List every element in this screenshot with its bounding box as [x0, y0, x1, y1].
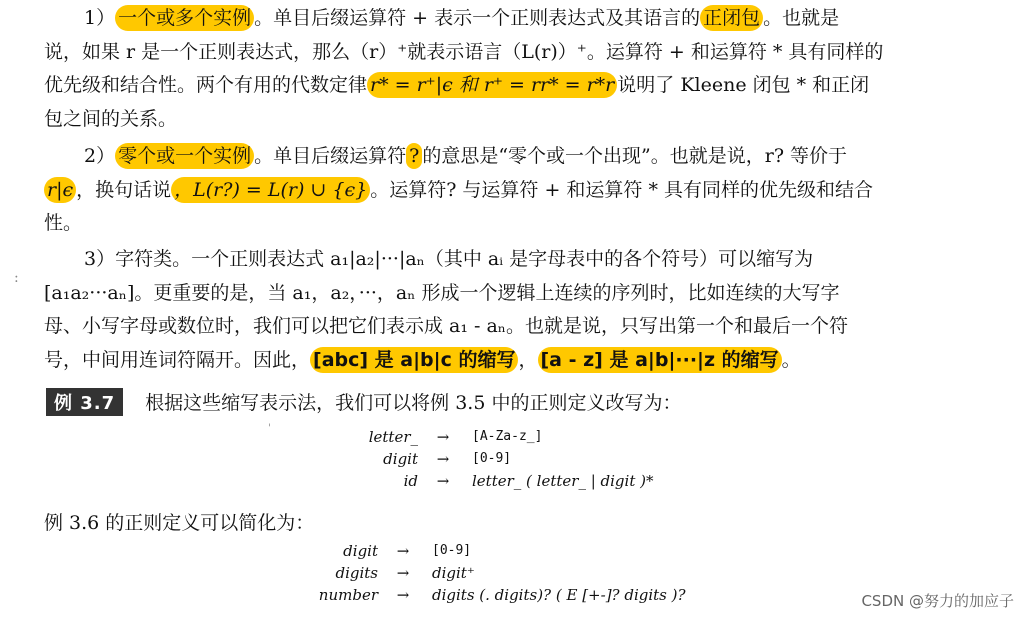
definition-body: digits (. digits)? ( E [+-]? digits )? [432, 586, 686, 604]
highlight-r-or-epsilon: r|ϵ [44, 177, 76, 203]
simplify-intro: 例 3.6 的正则定义可以简化为： [44, 512, 315, 534]
para3-comma: ， [518, 348, 538, 371]
para1-text-end: 。也就是 [763, 7, 840, 29]
paragraph-zero-or-one [44, 140, 984, 241]
para1-prefix: 1） [84, 7, 116, 29]
highlight-algebraic-laws: r* = r⁺|ϵ 和 r⁺ = rr* = r*r [367, 72, 617, 98]
para1-text: 。单目后缀运算符 + 表示一个正则表达式及其语言的 [254, 7, 701, 29]
csdn-watermark: CSDN @努力的加应子 [861, 592, 1014, 610]
paragraph-character-class [44, 243, 984, 377]
arrow: → [436, 428, 450, 446]
para1-line4: 包之间的关系。 [44, 107, 178, 130]
example-label: 例 3.7 [46, 388, 123, 416]
definition-row [335, 562, 728, 584]
arrow: → [396, 564, 410, 582]
definition-name: digits [335, 564, 378, 582]
definition-body: [0-9] [472, 451, 512, 466]
definition-body: [A-Za-z_] [472, 429, 543, 444]
para3-line4: 号，中间用连词符隔开。因此， [44, 348, 311, 371]
para2-line2: ，换句话说 [76, 178, 172, 201]
para2-prefix: 2） [84, 145, 116, 167]
highlight-question-mark: ? [406, 143, 422, 169]
arrow: → [436, 472, 450, 490]
para3-line1: 3）字符类。一个正则表达式 a₁|a₂|···|aₙ（其中 aᵢ 是字母表中的各个符号）可以缩写为 [84, 248, 814, 270]
definition-row [343, 540, 728, 562]
para2-text: 。单目后缀运算符 [254, 145, 407, 167]
definition-name: digit [343, 542, 378, 560]
regular-definitions-1 [368, 426, 728, 492]
highlight-language-equation: ，L(r?) = L(r) ∪ {ϵ} [171, 177, 370, 203]
para3-line3: 母、小写字母或数位时，我们可以把它们表示成 a₁ - aₙ。也就是说，只写出第一个和最后一个符 [44, 315, 849, 337]
para3-period: 。 [781, 348, 801, 371]
arrow: → [436, 450, 450, 468]
regular-definitions-2 [318, 540, 728, 606]
definition-name: digit [383, 450, 418, 468]
example-heading [46, 388, 681, 416]
definition-name: letter_ [368, 428, 418, 446]
arrow: → [396, 542, 410, 560]
definition-row [383, 448, 728, 470]
definition-row [318, 584, 728, 606]
para2-line2-end: 。运算符? 与运算符 + 和运算符 * 具有同样的优先级和结合 [370, 178, 874, 201]
stray-mark: ' [268, 423, 271, 434]
definition-name: id [403, 472, 418, 490]
margin-mark: : [14, 270, 19, 286]
highlight-abc-shorthand: [abc] 是 a|b|c 的缩写 [310, 347, 518, 373]
para3-line2: [a₁a₂···aₙ]。更重要的是，当 a₁，a₂，···，aₙ 形成一个逻辑上连续的序列时，比如连续的大写字 [44, 281, 840, 304]
highlight-a-z-shorthand: [a - z] 是 a|b|···|z 的缩写 [538, 347, 782, 373]
definition-body: letter_ ( letter_ | digit )* [472, 472, 654, 490]
para2-line3: 性。 [44, 212, 83, 234]
paragraph-positive-closure [44, 2, 984, 136]
highlight-one-or-more: 一个或多个实例 [115, 5, 254, 31]
arrow: → [396, 586, 410, 604]
definition-name: number [318, 586, 378, 604]
para1-line3-end: 说明了 Kleene 闭包 * 和正闭 [617, 74, 870, 96]
definition-body: digit⁺ [432, 564, 475, 582]
highlight-zero-or-one: 零个或一个实例 [115, 143, 254, 169]
definition-row [403, 470, 728, 492]
highlight-positive-closure: 正闭包 [700, 5, 763, 31]
example-text: 根据这些缩写表示法，我们可以将例 3.5 中的正则定义改写为： [145, 392, 682, 414]
para1-line2: 说，如果 r 是一个正则表达式，那么（r）⁺就表示语言（L(r)）⁺。运算符 + 和运算符 * 具有同样的 [44, 40, 884, 63]
para2-text-end: 的意思是“零个或一个出现”。也就是说，r? 等价于 [422, 145, 848, 167]
definition-row [368, 426, 728, 448]
para1-line3: 优先级和结合性。两个有用的代数定律 [44, 74, 368, 96]
definition-body: [0-9] [432, 543, 472, 558]
